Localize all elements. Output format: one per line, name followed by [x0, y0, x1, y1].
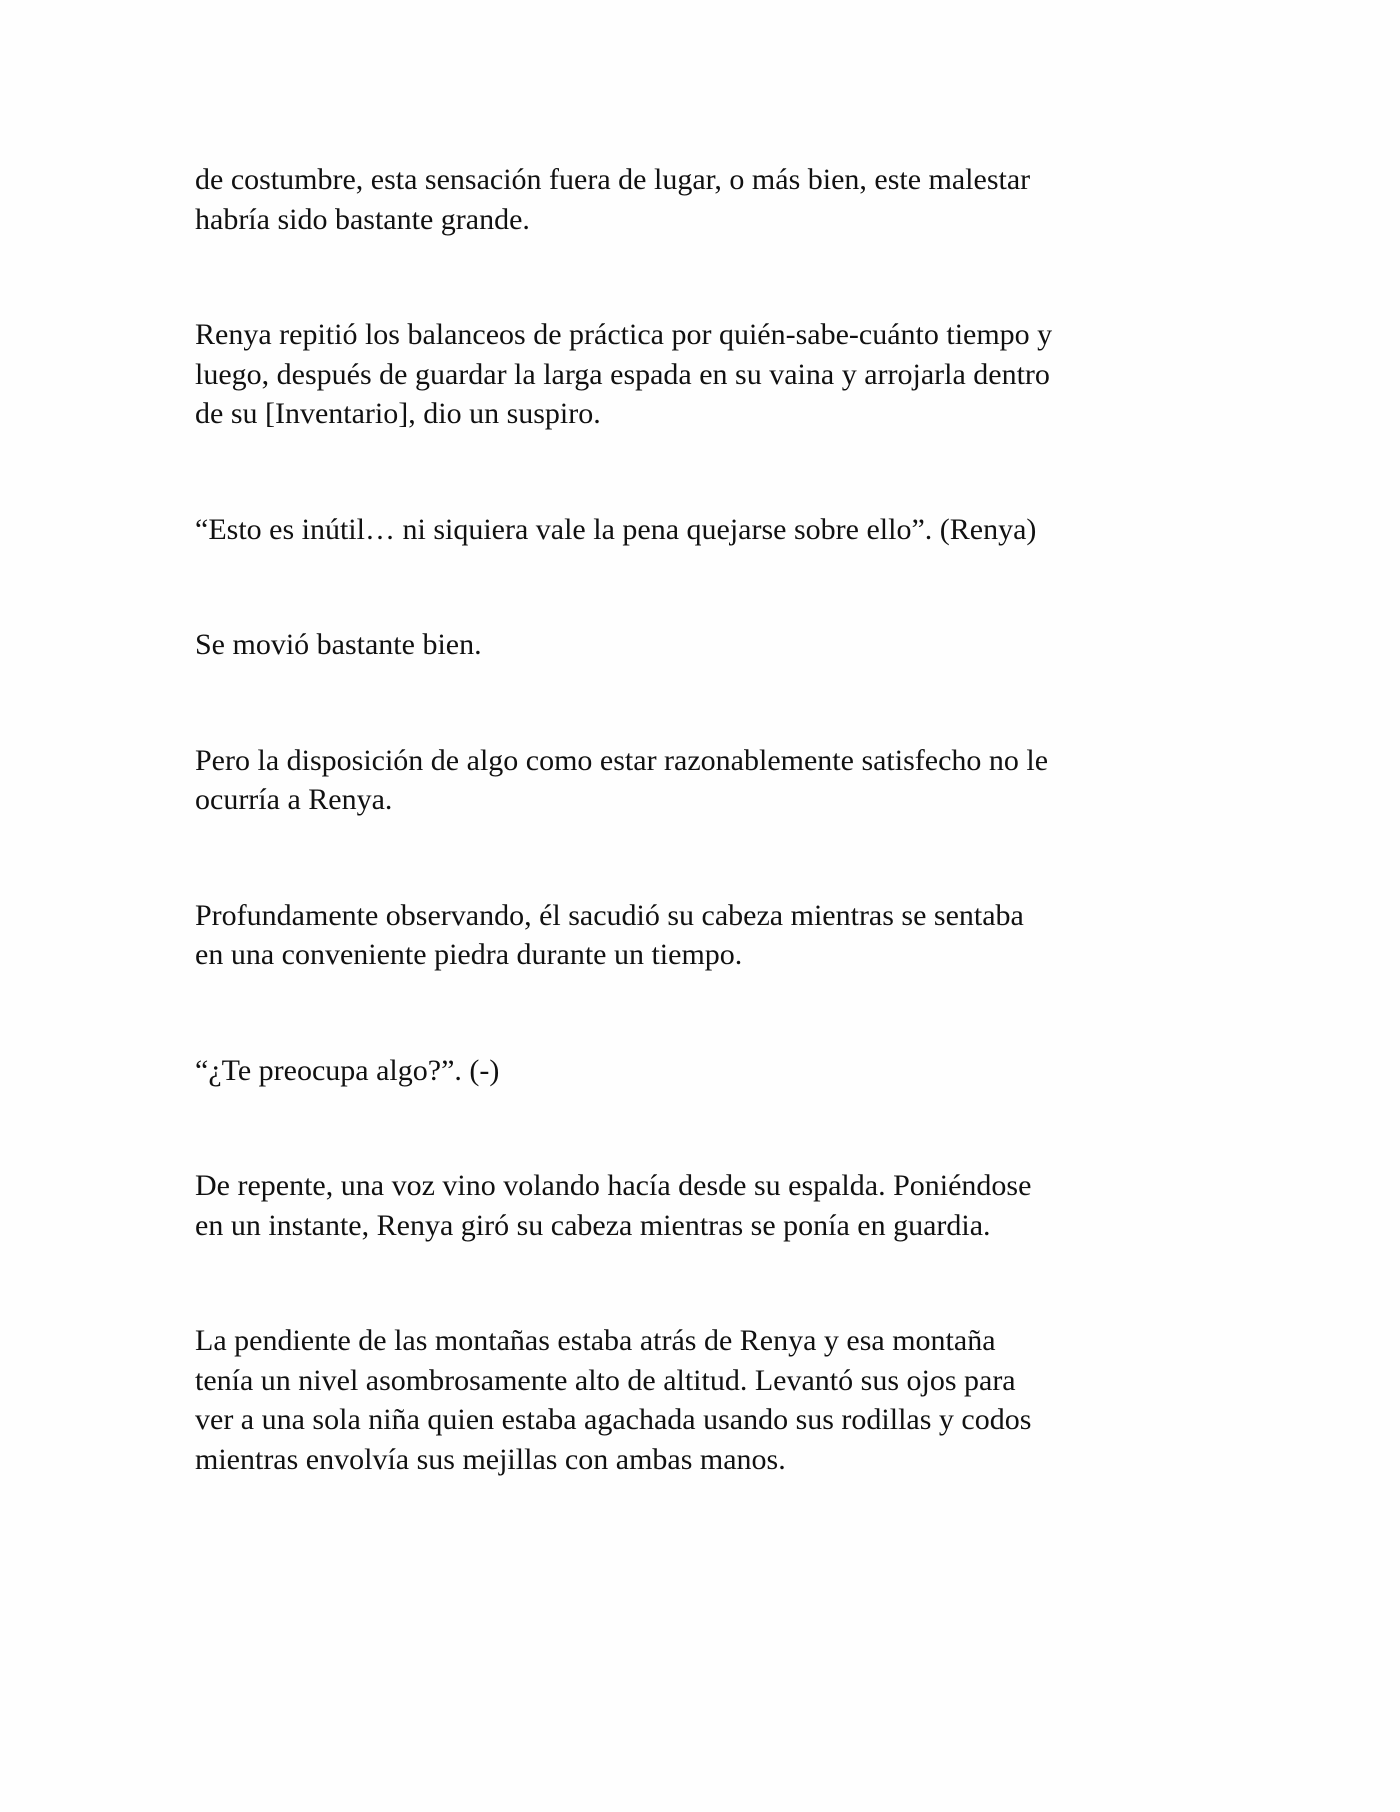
paragraph-6	[195, 896, 1225, 975]
text-line: La pendiente de las montañas estaba atrás de Renya y esa montaña	[195, 1324, 996, 1357]
text-line: en un instante, Renya giró su cabeza mientras se ponía en guardia.	[195, 1208, 991, 1242]
text-line: Pero la disposición de algo como estar razonablemente satisfecho no le	[195, 743, 1049, 777]
text-line: ver a una sola niña quien estaba agachada usando sus rodillas y codos	[195, 1403, 1032, 1436]
dialogue-line: “Esto es inútil… ni siquiera vale la pena quejarse sobre ello”. (Renya)	[195, 512, 1037, 546]
text-line: tenía un nivel asombrosamente alto de altitud. Levantó sus ojos para	[195, 1363, 1016, 1397]
text-line: ocurría a Renya.	[195, 783, 393, 816]
text-line: en una conveniente piedra durante un tiempo.	[195, 938, 743, 971]
document-body	[195, 160, 1225, 1479]
paragraph-3	[195, 510, 1225, 550]
paragraph-2	[195, 315, 1225, 434]
text-line: mientras envolvía sus mejillas con ambas manos.	[195, 1442, 786, 1476]
dialogue-line: “¿Te preocupa algo?”. (-)	[195, 1053, 500, 1087]
paragraph-1	[195, 160, 1225, 239]
paragraph-8	[195, 1166, 1225, 1245]
text-line: De repente, una voz vino volando hacía desde su espalda. Poniéndose	[195, 1169, 1032, 1202]
text-line: de costumbre, esta sensación fuera de lugar, o más bien, este malestar	[195, 163, 1031, 196]
paragraph-7	[195, 1051, 1225, 1091]
text-line: habría sido bastante grande.	[195, 202, 530, 236]
text-line: Se movió bastante bien.	[195, 628, 482, 661]
paragraph-4	[195, 625, 1225, 665]
text-line: Renya repitió los balanceos de práctica por quién-sabe-cuánto tiempo y	[195, 318, 1053, 351]
text-line: luego, después de guardar la larga espada en su vaina y arrojarla dentro	[195, 357, 1050, 391]
paragraph-9	[195, 1321, 1225, 1479]
paragraph-5	[195, 741, 1225, 820]
text-line: de su [Inventario], dio un suspiro.	[195, 397, 601, 430]
text-line: Profundamente observando, él sacudió su cabeza mientras se sentaba	[195, 898, 1024, 932]
